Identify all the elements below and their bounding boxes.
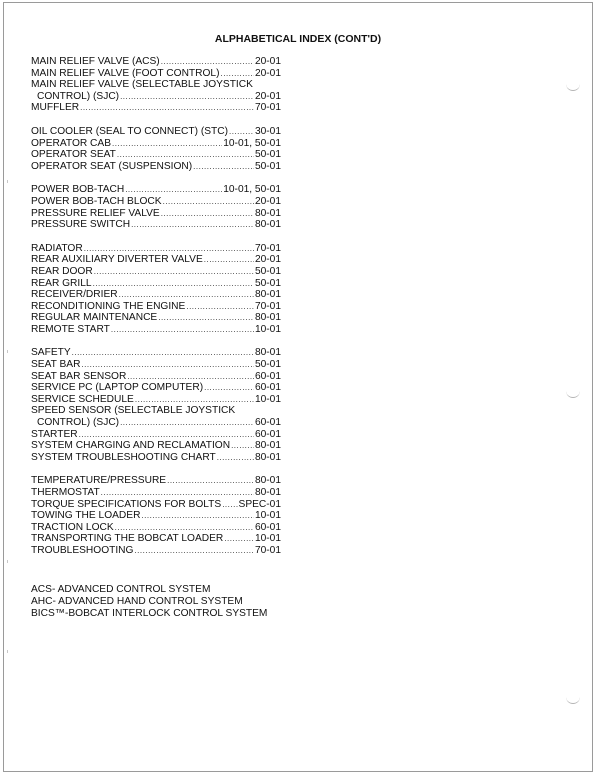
index-entry (31, 324, 281, 336)
entry-page-ref: SPEC-01 (238, 498, 281, 510)
entry-page-ref: 70-01 (254, 300, 281, 312)
dot-leader (186, 301, 254, 313)
entry-page-ref: 20-01 (254, 90, 281, 102)
entry-name: RECONDITIONING THE ENGINE (31, 300, 186, 312)
dot-leader (167, 475, 254, 487)
entry-name: RADIATOR (31, 242, 83, 254)
index-entry (31, 522, 281, 534)
index-entry (31, 138, 281, 150)
dot-leader (131, 219, 254, 231)
entry-name: CONTROL) (SJC) (37, 90, 120, 102)
dot-leader (161, 208, 254, 220)
entry-page-ref: 20-01 (254, 195, 281, 207)
entry-page-ref: 10-01, 50-01 (223, 137, 281, 149)
index-entry (31, 126, 281, 138)
entry-page-ref: 80-01 (254, 347, 281, 359)
entry-page-ref: 50-01 (254, 160, 281, 172)
dot-leader (193, 161, 254, 173)
entry-name: SEAT BAR (31, 359, 81, 371)
entry-page-ref: 80-01 (254, 219, 281, 231)
index-entry (31, 184, 281, 196)
entry-page-ref: 80-01 (254, 487, 281, 498)
entry-name: STARTER (31, 428, 78, 440)
entry-name: TRACTION LOCK (31, 521, 114, 533)
entry-page-ref: 70-01 (254, 102, 281, 114)
dot-leader (81, 359, 253, 371)
entry-page-ref: 20-01 (254, 56, 281, 67)
index-entry-first-line: SPEED SENSOR (SELECTABLE JOYSTICK (31, 405, 236, 417)
dot-leader (119, 289, 254, 301)
scan-speck (7, 650, 8, 653)
entry-name: POWER BOB-TACH BLOCK (31, 195, 162, 207)
page-title: ALPHABETICAL INDEX (CONT'D) (214, 33, 382, 45)
index-entry (31, 208, 281, 220)
index-entry (31, 499, 281, 511)
entry-page-ref: 10-01 (254, 323, 281, 335)
entry-page-ref: 60-01 (254, 417, 281, 429)
dot-leader (217, 452, 254, 464)
entry-page-ref: 10-01 (254, 510, 281, 522)
entry-page-ref: 50-01 (254, 277, 281, 289)
footnote-line: ACS- ADVANCED CONTROL SYSTEM (31, 584, 211, 595)
index-entry (31, 254, 281, 266)
entry-name: REAR AUXILIARY DIVERTER VALVE (31, 254, 203, 266)
index-entry (31, 347, 281, 359)
entry-page-ref: 10-01, 50-01 (223, 184, 281, 196)
entry-page-ref: 60-01 (254, 521, 281, 533)
index-entry (31, 510, 281, 522)
dot-leader (229, 126, 254, 138)
entry-page-ref: 80-01 (254, 312, 281, 324)
index-entry (31, 102, 281, 114)
abbreviation-footnotes (31, 584, 267, 621)
index-group (31, 126, 281, 172)
index-entry (31, 196, 281, 208)
dot-leader (158, 312, 254, 324)
dot-leader (163, 196, 254, 208)
entry-name: MAIN RELIEF VALVE (FOOT CONTROL) (31, 67, 220, 79)
index-entry (31, 475, 281, 487)
dot-leader (141, 510, 254, 522)
dot-leader (94, 266, 254, 278)
entry-name: OPERATOR SEAT (31, 149, 116, 161)
scan-speck (7, 180, 8, 183)
dot-leader (161, 56, 254, 68)
entry-page-ref: 80-01 (254, 440, 281, 452)
index-entry (31, 219, 281, 231)
entry-name: OPERATOR CAB (31, 137, 112, 149)
index-entry (31, 382, 281, 394)
entry-name: SAFETY (31, 347, 71, 359)
index-entry (31, 289, 281, 301)
index-entry (31, 266, 281, 278)
index-entry (31, 394, 281, 406)
entry-name: TEMPERATURE/PRESSURE (31, 475, 167, 487)
dot-leader (72, 347, 254, 359)
entry-name: REAR DOOR (31, 265, 93, 277)
entry-page-ref: 50-01 (254, 359, 281, 371)
dot-leader (134, 545, 253, 557)
entry-name: SERVICE SCHEDULE (31, 393, 134, 405)
entry-name: SYSTEM CHARGING AND RECLAMATION (31, 440, 231, 452)
index-entry (31, 278, 281, 290)
index-entry (31, 301, 281, 313)
entry-name: REGULAR MAINTENANCE (31, 312, 158, 324)
entry-page-ref: 60-01 (254, 370, 281, 382)
dot-leader (112, 138, 222, 150)
dot-leader (115, 522, 254, 534)
index-entry (31, 161, 281, 173)
index-entry (31, 312, 281, 324)
dot-leader (117, 149, 254, 161)
entry-name: SEAT BAR SENSOR (31, 370, 127, 382)
entry-page-ref: 70-01 (254, 242, 281, 254)
entry-page-ref: 50-01 (254, 149, 281, 161)
entry-name: REMOTE START (31, 323, 110, 335)
entry-name: MUFFLER (31, 102, 80, 114)
dot-leader (93, 278, 254, 290)
dot-leader (120, 91, 254, 103)
index-group (31, 56, 281, 114)
index-entry (31, 440, 281, 452)
entry-page-ref: 10-01 (254, 533, 281, 545)
dot-leader (222, 499, 237, 511)
index-entry (31, 68, 281, 80)
entry-page-ref: 30-01 (254, 125, 281, 137)
index-group (31, 243, 281, 336)
entry-page-ref: 60-01 (254, 382, 281, 394)
entry-name: SYSTEM TROUBLESHOOTING CHART (31, 451, 216, 463)
entry-page-ref: 80-01 (254, 451, 281, 463)
entry-name: OIL COOLER (SEAL TO CONNECT) (STC) (31, 125, 228, 137)
entry-name: MAIN RELIEF VALVE (ACS) (31, 56, 160, 67)
index-entry (31, 56, 281, 68)
dot-leader (135, 394, 254, 406)
entry-name: TOWING THE LOADER (31, 510, 141, 522)
dot-leader (127, 371, 254, 383)
dot-leader (224, 533, 254, 545)
dot-leader (120, 417, 254, 429)
footnote-line: AHC- ADVANCED HAND CONTROL SYSTEM (31, 596, 243, 608)
index-entry (31, 545, 281, 557)
entry-page-ref: 20-01 (254, 67, 281, 79)
entry-name: PRESSURE SWITCH (31, 219, 131, 231)
scan-speck (7, 560, 8, 563)
index-entry (31, 371, 281, 383)
entry-name: TRANSPORTING THE BOBCAT LOADER (31, 533, 224, 545)
index-entry (31, 533, 281, 545)
dot-leader (204, 382, 254, 394)
index-group (31, 184, 281, 230)
dot-leader (231, 440, 254, 452)
entry-page-ref: 80-01 (254, 289, 281, 301)
dot-leader (125, 184, 222, 196)
dot-leader (101, 487, 254, 499)
entry-name: TORQUE SPECIFICATIONS FOR BOLTS (31, 498, 222, 510)
entry-page-ref: 70-01 (254, 544, 281, 556)
footnote-line: BICS™-BOBCAT INTERLOCK CONTROL SYSTEM (31, 608, 268, 620)
index-entry (31, 429, 281, 441)
dot-leader (111, 324, 254, 336)
entry-name: POWER BOB-TACH (31, 184, 125, 196)
entry-page-ref: 10-01 (254, 393, 281, 405)
dot-leader (80, 102, 254, 114)
index-group (31, 475, 281, 556)
entry-page-ref: 60-01 (254, 428, 281, 440)
index-entry (31, 149, 281, 161)
entry-name: SERVICE PC (LAPTOP COMPUTER) (31, 382, 204, 394)
index-entry (31, 91, 281, 103)
entry-page-ref: 20-01 (254, 254, 281, 266)
entry-name: THERMOSTAT (31, 487, 100, 498)
dot-leader (204, 254, 254, 266)
entry-name: TROUBLESHOOTING (31, 544, 134, 556)
entry-name: PRESSURE RELIEF VALVE (31, 207, 160, 219)
entry-name: CONTROL) (SJC) (37, 417, 120, 429)
entry-name: REAR GRILL (31, 277, 92, 289)
dot-leader (84, 243, 254, 255)
index-entry (31, 243, 281, 255)
entry-page-ref: 80-01 (254, 207, 281, 219)
index-group (31, 347, 281, 463)
index-entry-first-line: MAIN RELIEF VALVE (SELECTABLE JOYSTICK (31, 79, 253, 91)
dot-leader (79, 429, 254, 441)
index-entry (31, 487, 281, 499)
alphabetical-index (31, 56, 281, 569)
index-entry (31, 359, 281, 371)
index-entry (31, 452, 281, 464)
index-entry (31, 417, 281, 429)
dot-leader (221, 68, 254, 80)
entry-page-ref: 50-01 (254, 265, 281, 277)
entry-name: OPERATOR SEAT (SUSPENSION) (31, 160, 193, 172)
entry-page-ref: 80-01 (254, 475, 281, 487)
scan-speck (7, 350, 8, 353)
entry-name: RECEIVER/DRIER (31, 289, 118, 301)
